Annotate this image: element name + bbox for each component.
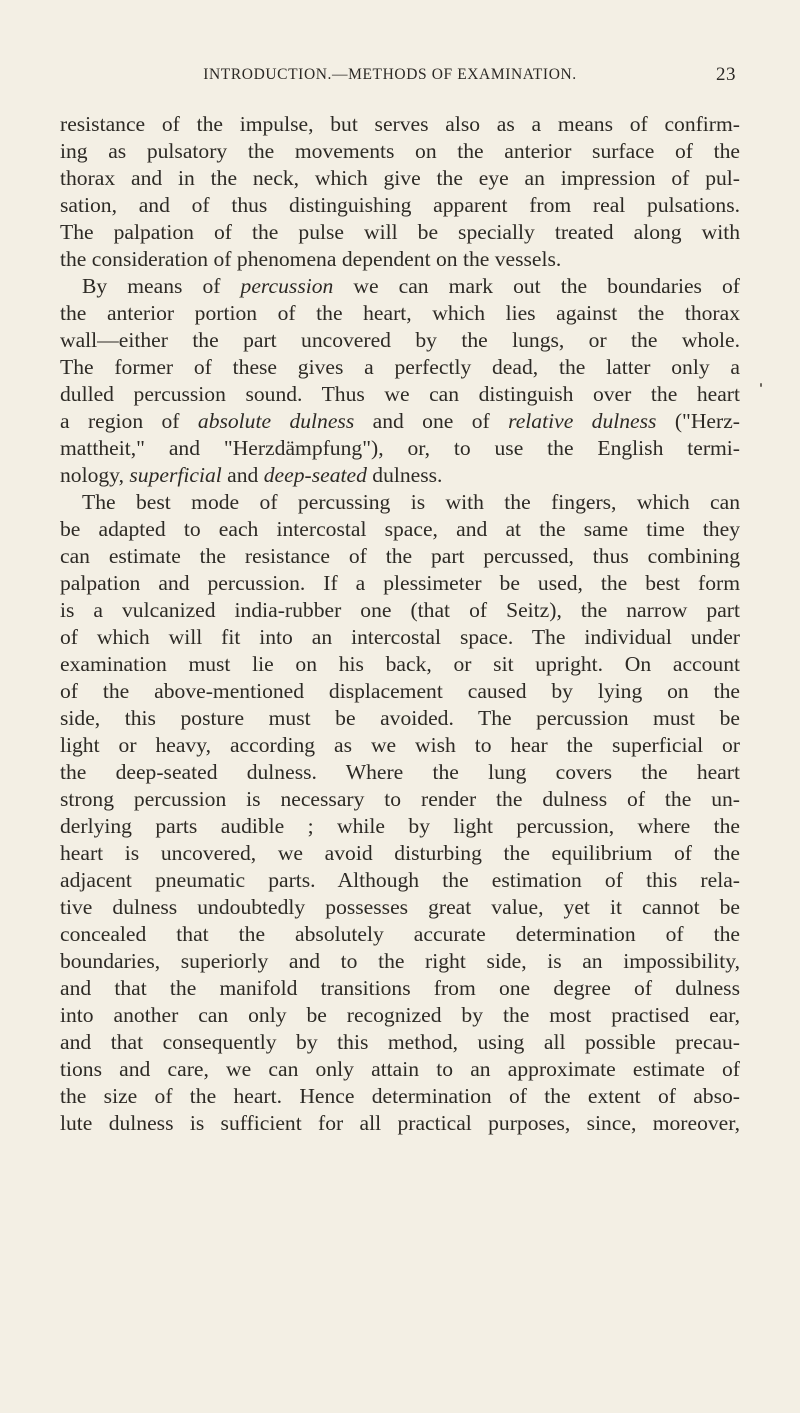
text-run: a region of	[60, 409, 198, 433]
text-line: sation, and of thus distinguishing apparent from real pulsations.	[60, 193, 740, 217]
text-line: into another can only be recognized by the most practised ear,	[60, 1003, 740, 1027]
text-line: derlying parts audible ; while by light percussion, where the	[60, 814, 740, 838]
text-line: tive dulness undoubtedly possesses great value, yet it cannot be	[60, 895, 740, 919]
text-line: resistance of the impulse, but serves also as a means of confirm-	[60, 112, 740, 136]
text-line	[60, 462, 740, 489]
text-line: is a vulcanized india-rubber one (that of Seitz), the narrow part	[60, 598, 740, 622]
text-line: light or heavy, according as we wish to hear the superficial or	[60, 733, 740, 757]
text-line: the deep-seated dulness. Where the lung covers the heart	[60, 760, 740, 784]
text-line: of the above-mentioned displacement caused by lying on the	[60, 679, 740, 703]
emphasis-deep-seated: deep-seated	[263, 463, 367, 487]
text-line: concealed that the absolutely accurate determination of the	[60, 922, 740, 946]
emphasis-relative-dulness: relative dulness	[508, 409, 657, 433]
text-line: The palpation of the pulse will be specially treated along with	[60, 220, 740, 244]
text-line: the size of the heart. Hence determination of the extent of abso-	[60, 1084, 740, 1108]
text-line: lute dulness is sufficient for all practical purposes, since, moreover,	[60, 1111, 740, 1135]
text-run: dulness.	[366, 463, 443, 487]
text-run: we can mark out the boundaries of	[333, 274, 740, 298]
text-line	[60, 273, 740, 300]
text-line: boundaries, superiorly and to the right side, is an impossibility,	[60, 949, 740, 973]
text-line: heart is uncovered, we avoid disturbing the equilibrium of the	[60, 841, 740, 865]
running-header	[0, 66, 800, 96]
text-line: and that consequently by this method, using all possible precau-	[60, 1030, 740, 1054]
text-run: nology,	[60, 463, 130, 487]
text-line: the consideration of phenomena dependent on the vessels.	[60, 247, 562, 271]
text-line: dulled percussion sound. Thus we can distinguish over the heart	[60, 382, 740, 406]
text-line: of which will fit into an intercostal space. The individual under	[60, 625, 740, 649]
text-run: By means of	[82, 274, 241, 298]
text-line: wall—either the part uncovered by the lungs, or the whole.	[60, 328, 740, 352]
text-line: can estimate the resistance of the part percussed, thus combining	[60, 544, 740, 568]
running-title: INTRODUCTION.—METHODS OF EXAMINATION.	[203, 66, 577, 83]
text-line: tions and care, we can only attain to an approximate estimate of	[60, 1057, 740, 1081]
text-line: be adapted to each intercostal space, and at the same time they	[60, 517, 740, 541]
text-line: The best mode of percussing is with the fingers, which can	[82, 490, 740, 514]
text-run: and	[221, 463, 264, 487]
emphasis-percussion: percussion	[240, 274, 334, 298]
text-line: mattheit," and "Herzdämpfung"), or, to use the English termi-	[60, 436, 740, 460]
body-text	[60, 111, 740, 1137]
emphasis-superficial: superficial	[129, 463, 222, 487]
text-run: and one of	[354, 409, 509, 433]
text-line: The former of these gives a perfectly dead, the latter only a	[60, 355, 740, 379]
text-run: ("Herz-	[656, 409, 740, 433]
margin-speck	[760, 383, 762, 387]
text-line: and that the manifold transitions from one degree of dulness	[60, 976, 740, 1000]
text-line: thorax and in the neck, which give the eye an impression of pul-	[60, 166, 740, 190]
text-line: side, this posture must be avoided. The percussion must be	[60, 706, 740, 730]
text-line: examination must lie on his back, or sit upright. On account	[60, 652, 740, 676]
page-number: 23	[716, 64, 736, 85]
text-line: ing as pulsatory the movements on the anterior surface of the	[60, 139, 740, 163]
text-line: palpation and percussion. If a plessimeter be used, the best form	[60, 571, 740, 595]
text-line: adjacent pneumatic parts. Although the estimation of this rela-	[60, 868, 740, 892]
emphasis-absolute-dulness: absolute dulness	[197, 409, 355, 433]
text-line: strong percussion is necessary to render the dulness of the un-	[60, 787, 740, 811]
text-line	[60, 408, 740, 435]
text-line: the anterior portion of the heart, which lies against the thorax	[60, 301, 740, 325]
